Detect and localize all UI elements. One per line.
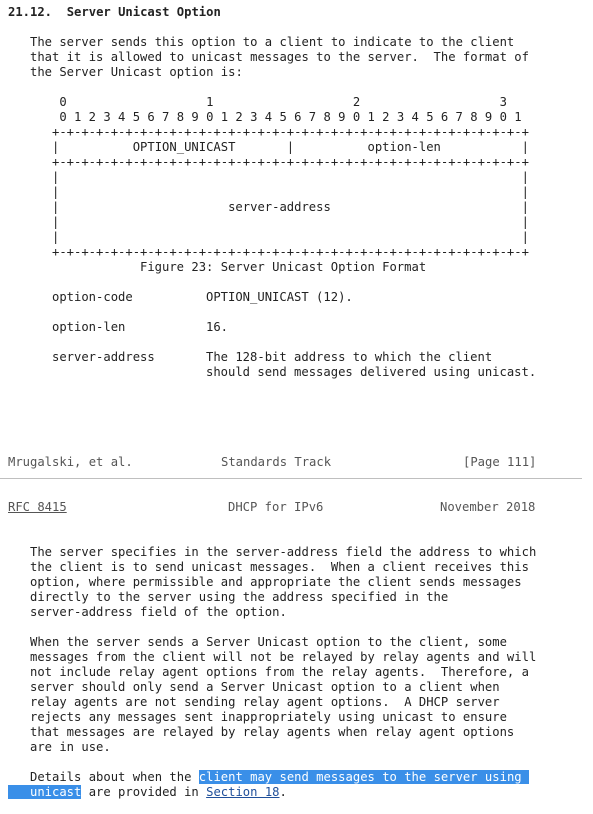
section-title: Server Unicast Option <box>66 5 221 19</box>
field-name: server-address <box>52 350 155 364</box>
intro-line: that it is allowed to unicast messages to the server. The format of <box>30 50 529 64</box>
paragraph-line: option, where permissible and appropriate the client sends messages <box>30 575 522 589</box>
diagram-line: +-+-+-+-+-+-+-+-+-+-+-+-+-+-+-+-+-+-+-+-+-+-+-+-+-+-+-+-+-+-+-+-+ <box>52 125 529 139</box>
paragraph-line <box>8 785 287 800</box>
rfc-link[interactable]: RFC 8415 <box>8 500 67 514</box>
diagram-line: +-+-+-+-+-+-+-+-+-+-+-+-+-+-+-+-+-+-+-+-+-+-+-+-+-+-+-+-+-+-+-+-+ <box>52 155 529 169</box>
diagram-line: 0 1 2 3 <box>52 95 507 109</box>
diagram-line: | | <box>52 185 529 199</box>
paragraph-line: The server specifies in the server-address field the address to which <box>30 545 537 559</box>
footer-page-number: [Page 111] <box>463 455 537 469</box>
footer-author: Mrugalski, et al. <box>8 455 133 469</box>
diagram-line: | | <box>52 170 529 184</box>
diagram-line: | server-address | <box>52 200 529 214</box>
paragraph-line: rejects any messages sent inappropriately using unicast to ensure <box>30 710 507 724</box>
section-number: 21.12. <box>8 5 53 19</box>
paragraph-line: not include relay agent options from the relay agents. Therefore, a <box>30 665 529 679</box>
field-description: OPTION_UNICAST (12). <box>206 290 353 304</box>
paragraph-line: relay agents are not sending relay agent options. A DHCP server <box>30 695 500 709</box>
intro-line: The server sends this option to a client to indicate to the client <box>30 35 515 49</box>
diagram-line: +-+-+-+-+-+-+-+-+-+-+-+-+-+-+-+-+-+-+-+-+-+-+-+-+-+-+-+-+-+-+-+-+ <box>52 245 529 259</box>
paragraph-line: the client is to send unicast messages. When a client receives this <box>30 560 529 574</box>
diagram-line: | | <box>52 215 529 229</box>
paragraph-line: messages from the client will not be relayed by relay agents and will <box>30 650 537 664</box>
selected-text[interactable]: client may send messages to the server using <box>199 770 529 784</box>
paragraph-line: When the server sends a Server Unicast option to the client, some <box>30 635 507 649</box>
paragraph-line: directly to the server using the address specified in the <box>30 590 449 604</box>
diagram-line: | | <box>52 230 529 244</box>
paragraph-line: that messages are relayed by relay agents when relay agent options <box>30 725 515 739</box>
header-title: DHCP for IPv6 <box>228 500 324 514</box>
paragraph-line <box>30 770 529 785</box>
intro-line: the Server Unicast option is: <box>30 65 243 79</box>
field-description: The 128-bit address to which the client <box>206 350 493 364</box>
paragraph-text: are provided in <box>81 785 207 799</box>
paragraph-line: are in use. <box>30 740 111 754</box>
field-name: option-len <box>52 320 126 334</box>
diagram-line: 0 1 2 3 4 5 6 7 8 9 0 1 2 3 4 5 6 7 8 9 0 1 2 3 4 5 6 7 8 9 0 1 <box>52 110 522 124</box>
section-heading <box>8 5 221 20</box>
selected-text[interactable]: unicast <box>8 785 81 799</box>
paragraph-text: . <box>279 785 287 799</box>
field-description: 16. <box>206 320 229 334</box>
figure-caption: Figure 23: Server Unicast Option Format <box>140 260 427 274</box>
field-name: option-code <box>52 290 133 304</box>
diagram-line: | OPTION_UNICAST | option-len | <box>52 140 529 154</box>
paragraph-text: Details about when the <box>30 770 199 784</box>
footer-track: Standards Track <box>221 455 332 469</box>
paragraph-line: server should only send a Server Unicast option to a client when <box>30 680 500 694</box>
section-18-link[interactable]: Section 18 <box>206 785 280 799</box>
page-break-divider <box>0 478 582 479</box>
field-description: should send messages delivered using unicast. <box>206 365 537 379</box>
header-date: November 2018 <box>440 500 536 514</box>
paragraph-line: server-address field of the option. <box>30 605 287 619</box>
